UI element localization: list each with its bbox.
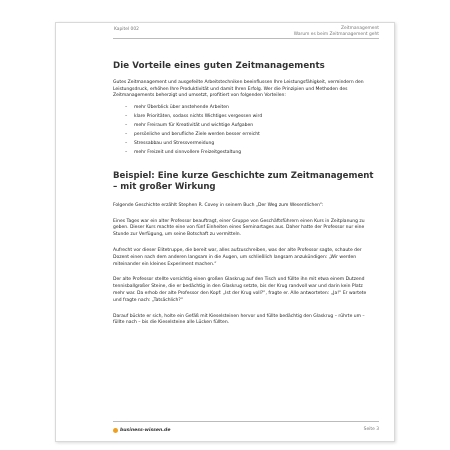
story-paragraph: Eines Tages war ein alter Professor beauftragt, einer Gruppe von Geschäftsführern einen Kurs in Zeitplanung zu geben. Dieser Kurs machte eine von fünf Einheiten eines Seminartages aus. Daher hatte der Professor nur eine Stunde zur Verfügung, um seine Botschaft zu vermitteln. [113, 218, 365, 238]
header-topic [294, 26, 379, 38]
logo-text: business-wissen.de [120, 428, 171, 433]
story-paragraph: Der alte Professor stellte vorsichtig einen großen Glaskrug auf den Tisch und füllte ihn mit etwa einem Dutzend tennisballgroßer Steine, die er bedächtig in den Glaskrug setzte, bis der Krug randvoll war und darin kein Platz mehr war. Da erhob der alte Professor den Kopf: „Ist der Krug voll?“, fragte er. Alle antworteten: „Ja!“ Er wartete und fragte nach: „Tatsächlich?“ [113, 277, 367, 303]
footer-divider [113, 421, 379, 422]
header-topic-subtitle: Warum es beim Zeitmanagement geht [293, 32, 379, 37]
benefits-list [113, 104, 374, 156]
page-number: Seite 3 [363, 427, 379, 432]
header-chapter: Kapitel 002 [114, 27, 139, 32]
header-divider [113, 38, 379, 39]
header-topic-title: Zeitmanagement [340, 26, 379, 31]
story-paragraph: Darauf bückte er sich, holte ein Gefäß mit Kieselsteinen hervor und füllte bedächtig den Glaskrug – rührte um – füllte nach – bis die Kieselsteine alle Lücken füllten. [113, 313, 365, 326]
list-item: – klare Prioritäten, sodass nichts Wichtiges vergessen wird [125, 114, 263, 119]
list-item: – persönliche und berufliche Ziele werden besser erreicht [125, 131, 260, 137]
logo-dot-icon [113, 428, 118, 433]
page-content [113, 61, 374, 336]
document-page [55, 22, 395, 442]
footer-logo [113, 428, 170, 433]
list-item: – mehr Freizeit und sinnvollere Freizeitgestaltung [125, 149, 242, 155]
example-heading: Beispiel: Eine kurze Geschichte zum Zeitmanagement – mit großer Wirkung [113, 170, 374, 192]
section-heading: Die Vorteile eines guten Zeitmanagements [113, 61, 325, 71]
list-item: – Stressabbau und Stressvermeidung [125, 140, 215, 146]
list-item: – mehr Überblick über anstehende Arbeiten [125, 105, 229, 111]
list-item: – mehr Freiraum für Kreativität und wichtige Aufgaben [125, 122, 254, 128]
intro-paragraph: Gutes Zeitmanagement und ausgefeilte Arbeitstechniken beeinflussen Ihre Leistungsfähigkeit, vermindern den Leistungsdruck, erhöhen Ihre Produktivität und damit Ihren Erfolg. Wer die Prinzipien und Methoden des Zeitmanagements beherzigt und umsetzt, profitiert von folgenden Vorteilen: [113, 80, 364, 99]
story-paragraph: Aufrecht vor dieser Elitetruppe, die bereit war, alles aufzuschreiben, was der alte Professor sagte, schaute der Dozent einen nach dem anderen langsam in die Augen, um schließlich langsam anzukündigen: „Wir werden miteinander ein kleines Experiment machen.“ [113, 247, 362, 267]
story-paragraph: Folgende Geschichte erzählt Stephen R. Covey in seinem Buch „Der Weg zum Wesentlichen“: [113, 202, 324, 208]
